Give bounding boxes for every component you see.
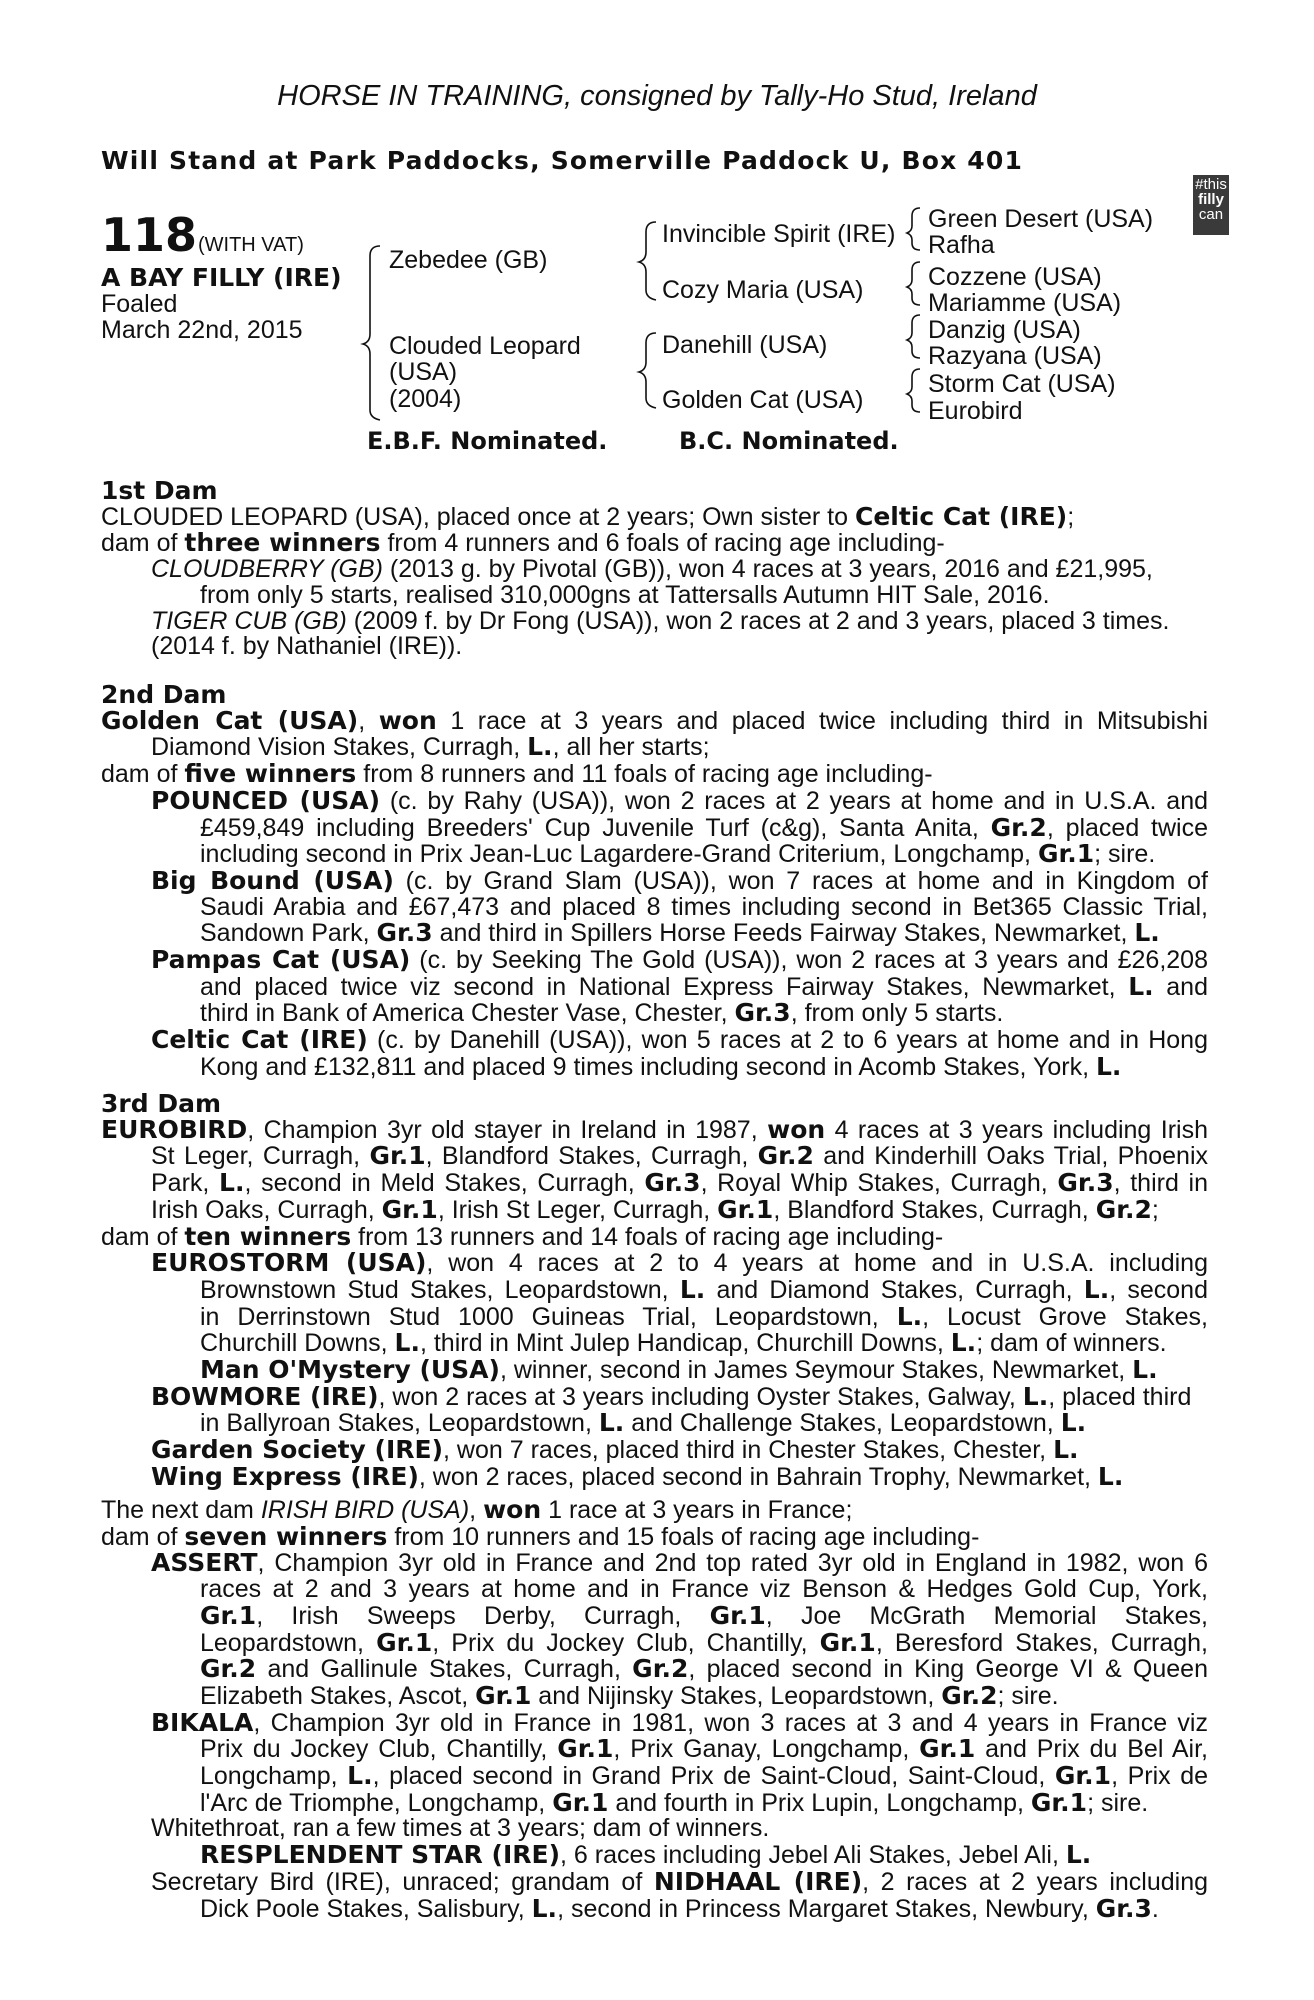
text: (c. by Grand Slam (USA)), won 7 races at home and in Kingdom of xyxy=(393,866,1209,895)
g3-3: Cozzene (USA) xyxy=(928,263,1102,291)
text: , 6 races including Jebel Ali Stakes, Jebel Ali, xyxy=(560,1841,1066,1870)
grade: Gr.1 xyxy=(1054,1761,1112,1791)
text: , placed second in Grand Prix de Saint-Cloud, Saint-Cloud, xyxy=(372,1762,1055,1791)
text: , Joe McGrath Memorial Stakes, xyxy=(765,1601,1208,1630)
text-line xyxy=(101,1143,1208,1170)
text-line xyxy=(101,1787,1208,1817)
text: Secretary Bird (IRE), unraced; grandam of xyxy=(151,1867,654,1896)
text: 1 race at 3 years in France; xyxy=(541,1496,853,1524)
horse-ref: Celtic Cat (IRE) xyxy=(151,1025,368,1055)
g3-1: Green Desert (USA) xyxy=(928,205,1154,233)
text-line xyxy=(101,1194,1208,1224)
grade: L. xyxy=(527,732,553,762)
grade: L. xyxy=(1060,1408,1087,1438)
grade: Gr.2 xyxy=(757,1141,814,1171)
g3-6: Razyana (USA) xyxy=(928,342,1102,370)
text: , Beresford Stakes, Curragh, xyxy=(875,1628,1208,1657)
text: , Irish St Leger, Curragh, xyxy=(437,1195,718,1224)
grade: L. xyxy=(1132,1355,1158,1385)
grade: L. xyxy=(1097,1461,1124,1491)
text: dam of xyxy=(101,1222,185,1251)
brace-g3-2 xyxy=(907,262,920,305)
text: St Leger, Curragh, xyxy=(151,1142,370,1171)
text-line xyxy=(101,785,1208,815)
text: 1 race at 3 years and placed twice including third in Mitsubishi xyxy=(436,706,1208,735)
text-line xyxy=(101,1656,1208,1683)
horse-ref: BIKALA xyxy=(151,1707,254,1737)
text: , won 7 races, placed third in Chester Stakes, Chester, xyxy=(443,1436,1054,1465)
text-line: (2014 f. by Nathaniel (IRE)). xyxy=(151,632,463,661)
text: (c. by Danehill (USA)), won 5 races at 2 to 6 years at home and in Hong xyxy=(367,1026,1208,1055)
text-line xyxy=(101,1000,1208,1027)
text: and fourth in Prix Lupin, Longchamp, xyxy=(608,1788,1031,1817)
logo-line: #this xyxy=(1195,176,1227,193)
text-line xyxy=(101,1680,1208,1710)
text: ; xyxy=(1151,1195,1159,1224)
text: won xyxy=(378,705,437,735)
text-line xyxy=(101,1221,1208,1251)
dam-line-3: (2004) xyxy=(389,385,462,413)
text: (c. by Rahy (USA)), won 2 races at 2 years at home and in U.S.A. and xyxy=(380,786,1208,815)
sire-sire: Invincible Spirit (IRE) xyxy=(662,220,896,248)
text: Elizabeth Stakes, Ascot, xyxy=(200,1681,476,1710)
grade: Gr.1 xyxy=(557,1734,614,1764)
text: ; xyxy=(1067,502,1075,531)
horse-ref: RESPLENDENT STAR (IRE) xyxy=(200,1840,560,1870)
text: and placed twice viz second in National Express Fairway Stakes, Newmarket, xyxy=(200,972,1129,1001)
text-line xyxy=(101,734,1208,761)
foaled-date: March 22nd, 2015 xyxy=(101,316,303,344)
grade: Gr.2 xyxy=(1095,1194,1152,1224)
sire: Zebedee (GB) xyxy=(389,246,548,274)
text: ; sire. xyxy=(1094,840,1156,869)
horse-ref: TIGER CUB (GB) xyxy=(151,606,347,635)
dam-dam: Golden Cat (USA) xyxy=(662,386,864,414)
text: from 10 runners and 15 foals of racing age including- xyxy=(387,1522,980,1551)
text-line: from only 5 starts, realised 310,000gns at Tattersalls Autumn HIT Sale, 2016. xyxy=(200,580,1050,609)
text: . xyxy=(1151,1894,1159,1923)
grade: Gr.3 xyxy=(1095,1893,1152,1923)
text: including second in Prix Jean-Luc Lagardere-Grand Criterium, Longchamp, xyxy=(200,840,1038,869)
grade: Gr.2 xyxy=(632,1654,689,1684)
grade: L. xyxy=(896,1301,923,1331)
text: dam of xyxy=(101,760,185,789)
text: , Prix de xyxy=(1111,1762,1208,1791)
text: (c. by Seeking The Gold (USA)), won 2 races at 3 years and £26,208 xyxy=(410,946,1208,975)
text-line: Saudi Arabia and £67,473 and placed 8 times including second in Bet365 Classic Trial, xyxy=(200,892,1208,921)
horse-name: A BAY FILLY (IRE) xyxy=(101,263,342,292)
grade: Gr.1 xyxy=(376,1627,433,1657)
grade: Gr.1 xyxy=(200,1600,257,1630)
text: Prix du Jockey Club, Chantilly, xyxy=(200,1735,558,1764)
text-line xyxy=(101,1410,1208,1437)
text: Brownstown Stud Stakes, Leopardstown, xyxy=(200,1275,680,1304)
text-line xyxy=(101,1842,1208,1869)
grade: Gr.2 xyxy=(990,812,1047,842)
text: and Gallinule Stakes, Curragh, xyxy=(256,1655,633,1684)
text: ; dam of winners. xyxy=(976,1329,1167,1358)
grade: L. xyxy=(219,1168,245,1198)
horse-ref: IRISH BIRD (USA) xyxy=(260,1496,470,1524)
text: ; sire. xyxy=(997,1681,1059,1710)
text-line xyxy=(101,530,1208,557)
text: from 8 runners and 11 foals of racing age including- xyxy=(356,760,933,789)
horse-ref: Wing Express (IRE) xyxy=(151,1461,419,1491)
text: dam of xyxy=(101,529,185,558)
second-dam-section xyxy=(101,682,1208,1081)
text: Diamond Vision Stakes, Curragh, xyxy=(151,733,528,762)
text-line xyxy=(101,1437,1208,1464)
text: , Royal Whip Stakes, Curragh, xyxy=(700,1169,1058,1198)
text-line xyxy=(101,1497,1208,1524)
logo-line: filly xyxy=(1198,191,1224,208)
text-line xyxy=(101,1627,1208,1657)
text: , Champion 3yr old in France and 2nd top rated 3yr old in England in 1982, won 6 xyxy=(257,1549,1208,1578)
text: Kong and £132,811 and placed 9 times including second in Acomb Stakes, York, xyxy=(200,1052,1096,1081)
text-line xyxy=(101,1301,1208,1331)
text: £459,849 including Breeders' Cup Juvenile Turf (c&g), Santa Anita, xyxy=(200,813,991,842)
brace-generation-1 xyxy=(363,246,380,420)
g3-7: Storm Cat (USA) xyxy=(928,370,1116,398)
dam-line-1: Clouded Leopard xyxy=(389,332,581,360)
g3-5: Danzig (USA) xyxy=(928,316,1081,344)
text: won xyxy=(483,1495,542,1524)
g3-4: Mariamme (USA) xyxy=(928,289,1122,317)
text: , won 2 races at 3 years including Oyster Stakes, Galway, xyxy=(378,1382,1023,1411)
text-line xyxy=(101,1600,1208,1630)
grade: L. xyxy=(531,1893,558,1923)
text-line xyxy=(101,1274,1208,1304)
text: (2009 f. by Dr Fong (USA)), won 2 races at 2 and 3 years, placed 3 times. xyxy=(346,606,1170,635)
text: Longchamp, xyxy=(200,1762,348,1791)
text: , 2 races at 2 years including xyxy=(862,1867,1209,1896)
text: Churchill Downs, xyxy=(200,1329,395,1358)
grade: L. xyxy=(1053,1435,1079,1465)
text: , won 2 races, placed second in Bahrain Trophy, Newmarket, xyxy=(418,1462,1098,1491)
text: and Challenge Stakes, Leopardstown, xyxy=(624,1409,1061,1438)
text: , second in Meld Stakes, Curragh, xyxy=(244,1169,645,1198)
text: third in Bank of America Chester Vase, Chester, xyxy=(200,999,735,1028)
brace-dam-parents xyxy=(639,333,656,408)
grade: Gr.1 xyxy=(1037,839,1095,869)
text: Sandown Park, xyxy=(200,919,377,948)
text: Dick Poole Stakes, Salisbury, xyxy=(200,1894,532,1923)
text: , from only 5 starts. xyxy=(790,999,1004,1028)
text: from 4 runners and 6 foals of racing age including- xyxy=(380,529,945,558)
text-line xyxy=(101,971,1208,1001)
grade: L. xyxy=(1134,918,1160,948)
grade: Gr.2 xyxy=(200,1654,257,1684)
text-line xyxy=(101,1461,1208,1491)
horse-ref: Golden Cat (USA) xyxy=(101,705,359,735)
text-line xyxy=(101,812,1208,842)
grade: L. xyxy=(347,1761,373,1791)
text: and Prix du Bel Air, xyxy=(975,1735,1208,1764)
grade: L. xyxy=(1083,1274,1110,1304)
section-heading: 3rd Dam xyxy=(101,1089,221,1118)
grade: Gr.3 xyxy=(644,1168,701,1198)
grade: Gr.1 xyxy=(475,1680,532,1710)
dam-sire: Danehill (USA) xyxy=(662,331,828,359)
text: Irish Oaks, Curragh, xyxy=(151,1195,382,1224)
text: , Prix Ganay, Longchamp, xyxy=(613,1735,920,1764)
text-line xyxy=(101,841,1208,868)
text-line xyxy=(101,1707,1208,1737)
text: , placed twice xyxy=(1046,813,1208,842)
text-line xyxy=(101,705,1208,735)
winners-count: three winners xyxy=(184,528,381,558)
foaled-label: Foaled xyxy=(101,290,178,318)
grade: L. xyxy=(1128,971,1154,1001)
text: , second in Princess Margaret Stakes, Newbury, xyxy=(557,1894,1096,1923)
text: , xyxy=(469,1496,484,1524)
text: , Champion 3yr old in France in 1981, won 3 races at 3 and 4 years in France viz xyxy=(253,1708,1208,1737)
lot-number: 118 xyxy=(101,208,198,262)
text: dam of xyxy=(101,1522,185,1551)
text: (2013 g. by Pivotal (GB)), won 4 races at 3 years, 2016 and £21,995, xyxy=(382,555,1153,584)
text: , Champion 3yr old stayer in Ireland in 1987, xyxy=(247,1115,768,1144)
text-line xyxy=(101,1114,1208,1144)
text-line xyxy=(101,1330,1208,1357)
dam-line-2: (USA) xyxy=(389,358,458,386)
grade: L. xyxy=(679,1274,706,1304)
text: , Irish Sweeps Derby, Curragh, xyxy=(256,1601,710,1630)
text-line xyxy=(101,1051,1208,1081)
ebf-nominated: E.B.F. Nominated. xyxy=(367,427,608,455)
text-line: Whitethroat, ran a few times at 3 years; dam of winners. xyxy=(151,1814,770,1843)
text: in Ballyroan Stakes, Leopardstown, xyxy=(200,1409,599,1438)
horse-ref: ASSERT xyxy=(151,1548,258,1578)
text: , winner, second in James Seymour Stakes, Newmarket, xyxy=(499,1356,1133,1385)
text-line xyxy=(101,1763,1208,1790)
grade: Gr.3 xyxy=(376,918,433,948)
page-title: HORSE IN TRAINING, consigned by Tally-Ho Stud, Ireland xyxy=(277,80,1037,112)
grade: Gr.1 xyxy=(381,1194,438,1224)
text-line xyxy=(101,501,1208,531)
next-dam-section xyxy=(101,1497,1208,1922)
text: , xyxy=(358,706,379,735)
vat-note: (WITH VAT) xyxy=(198,234,304,256)
horse-ref: Pampas Cat (USA) xyxy=(151,945,411,975)
text-line xyxy=(101,1027,1208,1054)
text-line xyxy=(101,1521,1208,1551)
text: from 13 runners and 14 foals of racing age including- xyxy=(351,1222,944,1251)
text: , second xyxy=(1109,1275,1208,1304)
text-line xyxy=(101,1550,1208,1577)
grade: L. xyxy=(598,1408,625,1438)
grade: Gr.1 xyxy=(709,1600,766,1630)
text-line xyxy=(101,920,1208,947)
text-line xyxy=(101,1250,1208,1277)
text: 4 races at 3 years including Irish xyxy=(825,1115,1208,1144)
text: CLOUDED LEOPARD (USA), placed once at 2 years; Own sister to xyxy=(101,502,855,531)
text: , placed second in King George VI & Queen xyxy=(688,1655,1208,1684)
sire-dam: Cozy Maria (USA) xyxy=(662,276,864,304)
grade: Gr.1 xyxy=(819,1627,876,1657)
g3-8: Eurobird xyxy=(928,397,1023,425)
grade: Gr.1 xyxy=(1030,1787,1088,1817)
text: , Prix du Jockey Club, Chantilly, xyxy=(432,1628,820,1657)
text-line xyxy=(101,865,1209,895)
grade: Gr.2 xyxy=(941,1680,998,1710)
text: and Diamond Stakes, Curragh, xyxy=(705,1275,1084,1304)
winners-count: ten winners xyxy=(184,1221,352,1251)
text: and third in Spillers Horse Feeds Fairway Stakes, Newmarket, xyxy=(432,919,1135,948)
horse-ref: Big Bound (USA) xyxy=(151,865,394,895)
horse-ref: Garden Society (IRE) xyxy=(151,1435,444,1465)
text: , third in xyxy=(1113,1169,1208,1198)
grade: Gr.1 xyxy=(717,1194,774,1224)
first-dam-section xyxy=(101,478,1208,660)
horse-ref: NIDHAAL (IRE) xyxy=(653,1866,863,1896)
horse-ref: POUNCED (USA) xyxy=(151,785,381,815)
text-line xyxy=(101,1893,1208,1923)
text-line xyxy=(101,1866,1209,1896)
winners-count: five winners xyxy=(184,759,357,789)
text: , placed third xyxy=(1048,1382,1192,1411)
text-line xyxy=(101,606,1208,635)
grade: Gr.1 xyxy=(552,1787,609,1817)
text: Leopardstown, xyxy=(200,1628,377,1657)
text: , Blandford Stakes, Curragh, xyxy=(773,1195,1096,1224)
text: , won 4 races at 2 to 4 years at home and in U.S.A. including xyxy=(426,1249,1208,1278)
text-line xyxy=(101,1381,1208,1411)
bc-nominated: B.C. Nominated. xyxy=(679,427,899,455)
horse-ref: Man O'Mystery (USA) xyxy=(200,1355,500,1385)
grade: Gr.3 xyxy=(734,998,791,1028)
brace-g3-3 xyxy=(907,315,920,358)
text-line xyxy=(101,1736,1208,1763)
section-heading: 1st Dam xyxy=(101,476,218,505)
section-heading: 2nd Dam xyxy=(101,680,227,709)
text-line xyxy=(101,557,1208,583)
grade: Gr.3 xyxy=(1057,1168,1114,1198)
third-dam-section xyxy=(101,1091,1208,1491)
grade: L. xyxy=(1065,1840,1092,1870)
text: and Kinderhill Oaks Trial, Phoenix xyxy=(813,1142,1209,1171)
text: , Locust Grove Stakes, xyxy=(922,1302,1208,1331)
text: The next dam xyxy=(101,1496,261,1524)
winners-count: seven winners xyxy=(184,1521,388,1551)
text: and Nijinsky Stakes, Leopardstown, xyxy=(531,1681,942,1710)
text: won xyxy=(767,1114,826,1144)
grade: Gr.1 xyxy=(919,1734,976,1764)
g3-2: Rafha xyxy=(928,231,995,259)
grade: L. xyxy=(1095,1051,1122,1081)
grade: L. xyxy=(950,1328,977,1358)
horse-ref: CLOUDBERRY (GB) xyxy=(151,555,383,584)
text: , third in Mint Julep Handicap, Churchill Downs, xyxy=(419,1329,951,1358)
horse-ref: EUROBIRD xyxy=(101,1114,248,1144)
text: l'Arc de Triomphe, Longchamp, xyxy=(200,1788,553,1817)
text: and xyxy=(1153,972,1208,1001)
text: , Blandford Stakes, Curragh, xyxy=(425,1142,758,1171)
grade: Gr.1 xyxy=(369,1141,426,1171)
stand-location: Will Stand at Park Paddocks, Somerville Paddock U, Box 401 xyxy=(101,146,1024,175)
text-line xyxy=(101,761,1208,788)
text: in Derrinstown Stud 1000 Guineas Trial, Leopardstown, xyxy=(200,1302,897,1331)
text: ; sire. xyxy=(1087,1788,1149,1817)
horse-ref: BOWMORE (IRE) xyxy=(151,1381,379,1411)
horse-ref: EUROSTORM (USA) xyxy=(151,1248,427,1278)
text-line xyxy=(101,947,1208,974)
horse-ref: Celtic Cat (IRE) xyxy=(854,501,1068,531)
grade: L. xyxy=(394,1328,420,1358)
text-line: races at 2 and 3 years at home and in France viz Benson & Hedges Gold Cup, York, xyxy=(200,1575,1208,1604)
logo-line: can xyxy=(1198,206,1224,223)
brace-g3-4 xyxy=(907,369,920,412)
text: Park, xyxy=(151,1169,220,1198)
text-line xyxy=(101,1357,1208,1384)
text: , all her starts; xyxy=(552,733,710,762)
grade: L. xyxy=(1022,1381,1049,1411)
text-line xyxy=(101,1170,1208,1197)
brace-sire-parents xyxy=(639,222,656,300)
brace-g3-1 xyxy=(907,208,920,250)
